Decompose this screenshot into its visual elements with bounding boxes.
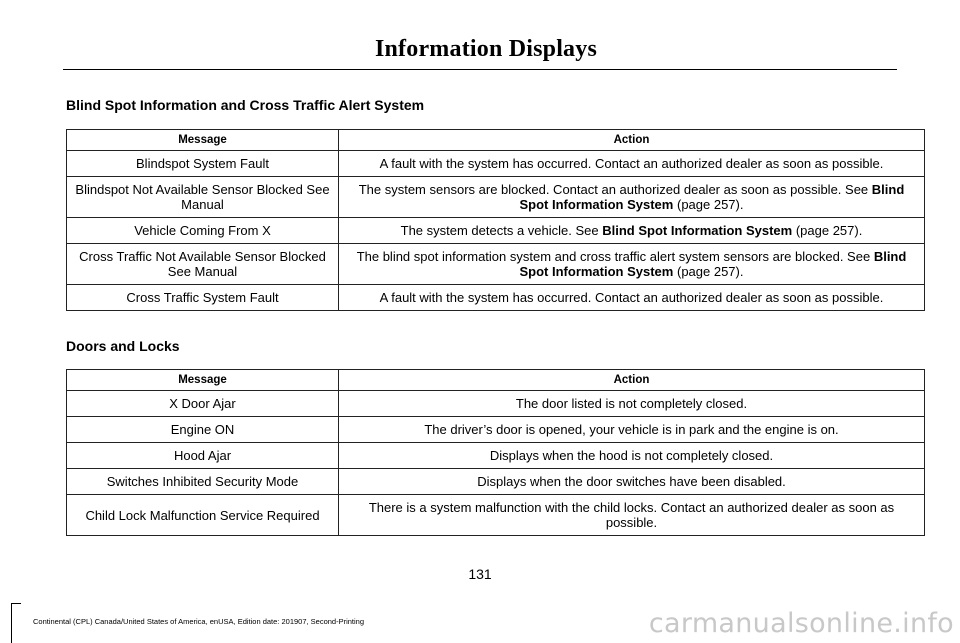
action-cell: The driver’s door is opened, your vehicle is in park and the engine is on. <box>339 417 925 443</box>
table-row <box>67 244 925 285</box>
table-row <box>67 391 925 417</box>
table-row <box>67 177 925 218</box>
blind-spot-message-table <box>66 129 925 311</box>
message-cell: Vehicle Coming From X <box>67 218 339 244</box>
page-reference: (page 257). <box>676 264 744 279</box>
message-cell: Switches Inhibited Security Mode <box>67 469 339 495</box>
action-text: The system detects a vehicle. See <box>400 223 599 238</box>
page-header-title: Information Displays <box>374 36 597 62</box>
table-header-row <box>67 370 925 391</box>
action-cell: Displays when the hood is not completely closed. <box>339 443 925 469</box>
watermark-text: carmanualsonline.info <box>648 608 954 639</box>
action-cell: There is a system malfunction with the child locks. Contact an authorized dealer as soon as possible. <box>339 495 925 536</box>
action-text: The system sensors are blocked. Contact an authorized dealer as soon as possible. See <box>358 182 869 197</box>
message-cell: Hood Ajar <box>67 443 339 469</box>
column-header-action: Action <box>339 370 925 391</box>
doors-locks-message-table <box>66 369 925 536</box>
header-divider <box>63 69 897 70</box>
message-cell: Blindspot Not Available Sensor Blocked See Manual <box>67 177 339 218</box>
column-header-message: Message <box>67 130 339 151</box>
table-header-row <box>67 130 925 151</box>
message-cell: Engine ON <box>67 417 339 443</box>
action-text: The blind spot information system and cross traffic alert system sensors are blocked. See <box>356 249 871 264</box>
page-reference: (page 257). <box>795 223 863 238</box>
table-row <box>67 443 925 469</box>
message-cell: Blindspot System Fault <box>67 151 339 177</box>
table-row <box>67 285 925 311</box>
cross-reference-link[interactable]: Blind Spot Information System <box>519 182 905 212</box>
page-reference: (page 257). <box>676 197 744 212</box>
page-number: 131 <box>468 566 492 582</box>
action-cell: Displays when the door switches have been disabled. <box>339 469 925 495</box>
action-text: A fault with the system has occurred. Contact an authorized dealer as soon as possible. <box>379 290 884 305</box>
cross-reference-link[interactable]: Blind Spot Information System <box>519 249 907 279</box>
table-row <box>67 417 925 443</box>
crop-mark <box>11 603 12 643</box>
column-header-message: Message <box>67 370 339 391</box>
message-cell: Cross Traffic Not Available Sensor Blocked See Manual <box>67 244 339 285</box>
action-cell: The door listed is not completely closed. <box>339 391 925 417</box>
action-text: A fault with the system has occurred. Contact an authorized dealer as soon as possible. <box>379 156 884 171</box>
table-row <box>67 218 925 244</box>
section-title-doors-locks: Doors and Locks <box>66 338 180 354</box>
action-cell <box>339 244 925 285</box>
column-header-action: Action <box>339 130 925 151</box>
cross-reference-link[interactable]: Blind Spot Information System <box>602 223 793 238</box>
action-cell <box>339 151 925 177</box>
action-cell <box>339 285 925 311</box>
message-cell: X Door Ajar <box>67 391 339 417</box>
table-row <box>67 469 925 495</box>
section-title-blind-spot: Blind Spot Information and Cross Traffic Alert System <box>66 97 425 113</box>
message-cell: Cross Traffic System Fault <box>67 285 339 311</box>
action-cell <box>339 218 925 244</box>
action-cell <box>339 177 925 218</box>
footer-edition-text: Continental (CPL) Canada/United States of America, enUSA, Edition date: 201907, Second-Printing <box>33 617 365 626</box>
crop-mark <box>11 603 21 604</box>
table-row <box>67 151 925 177</box>
message-cell: Child Lock Malfunction Service Required <box>67 495 339 536</box>
table-row <box>67 495 925 536</box>
